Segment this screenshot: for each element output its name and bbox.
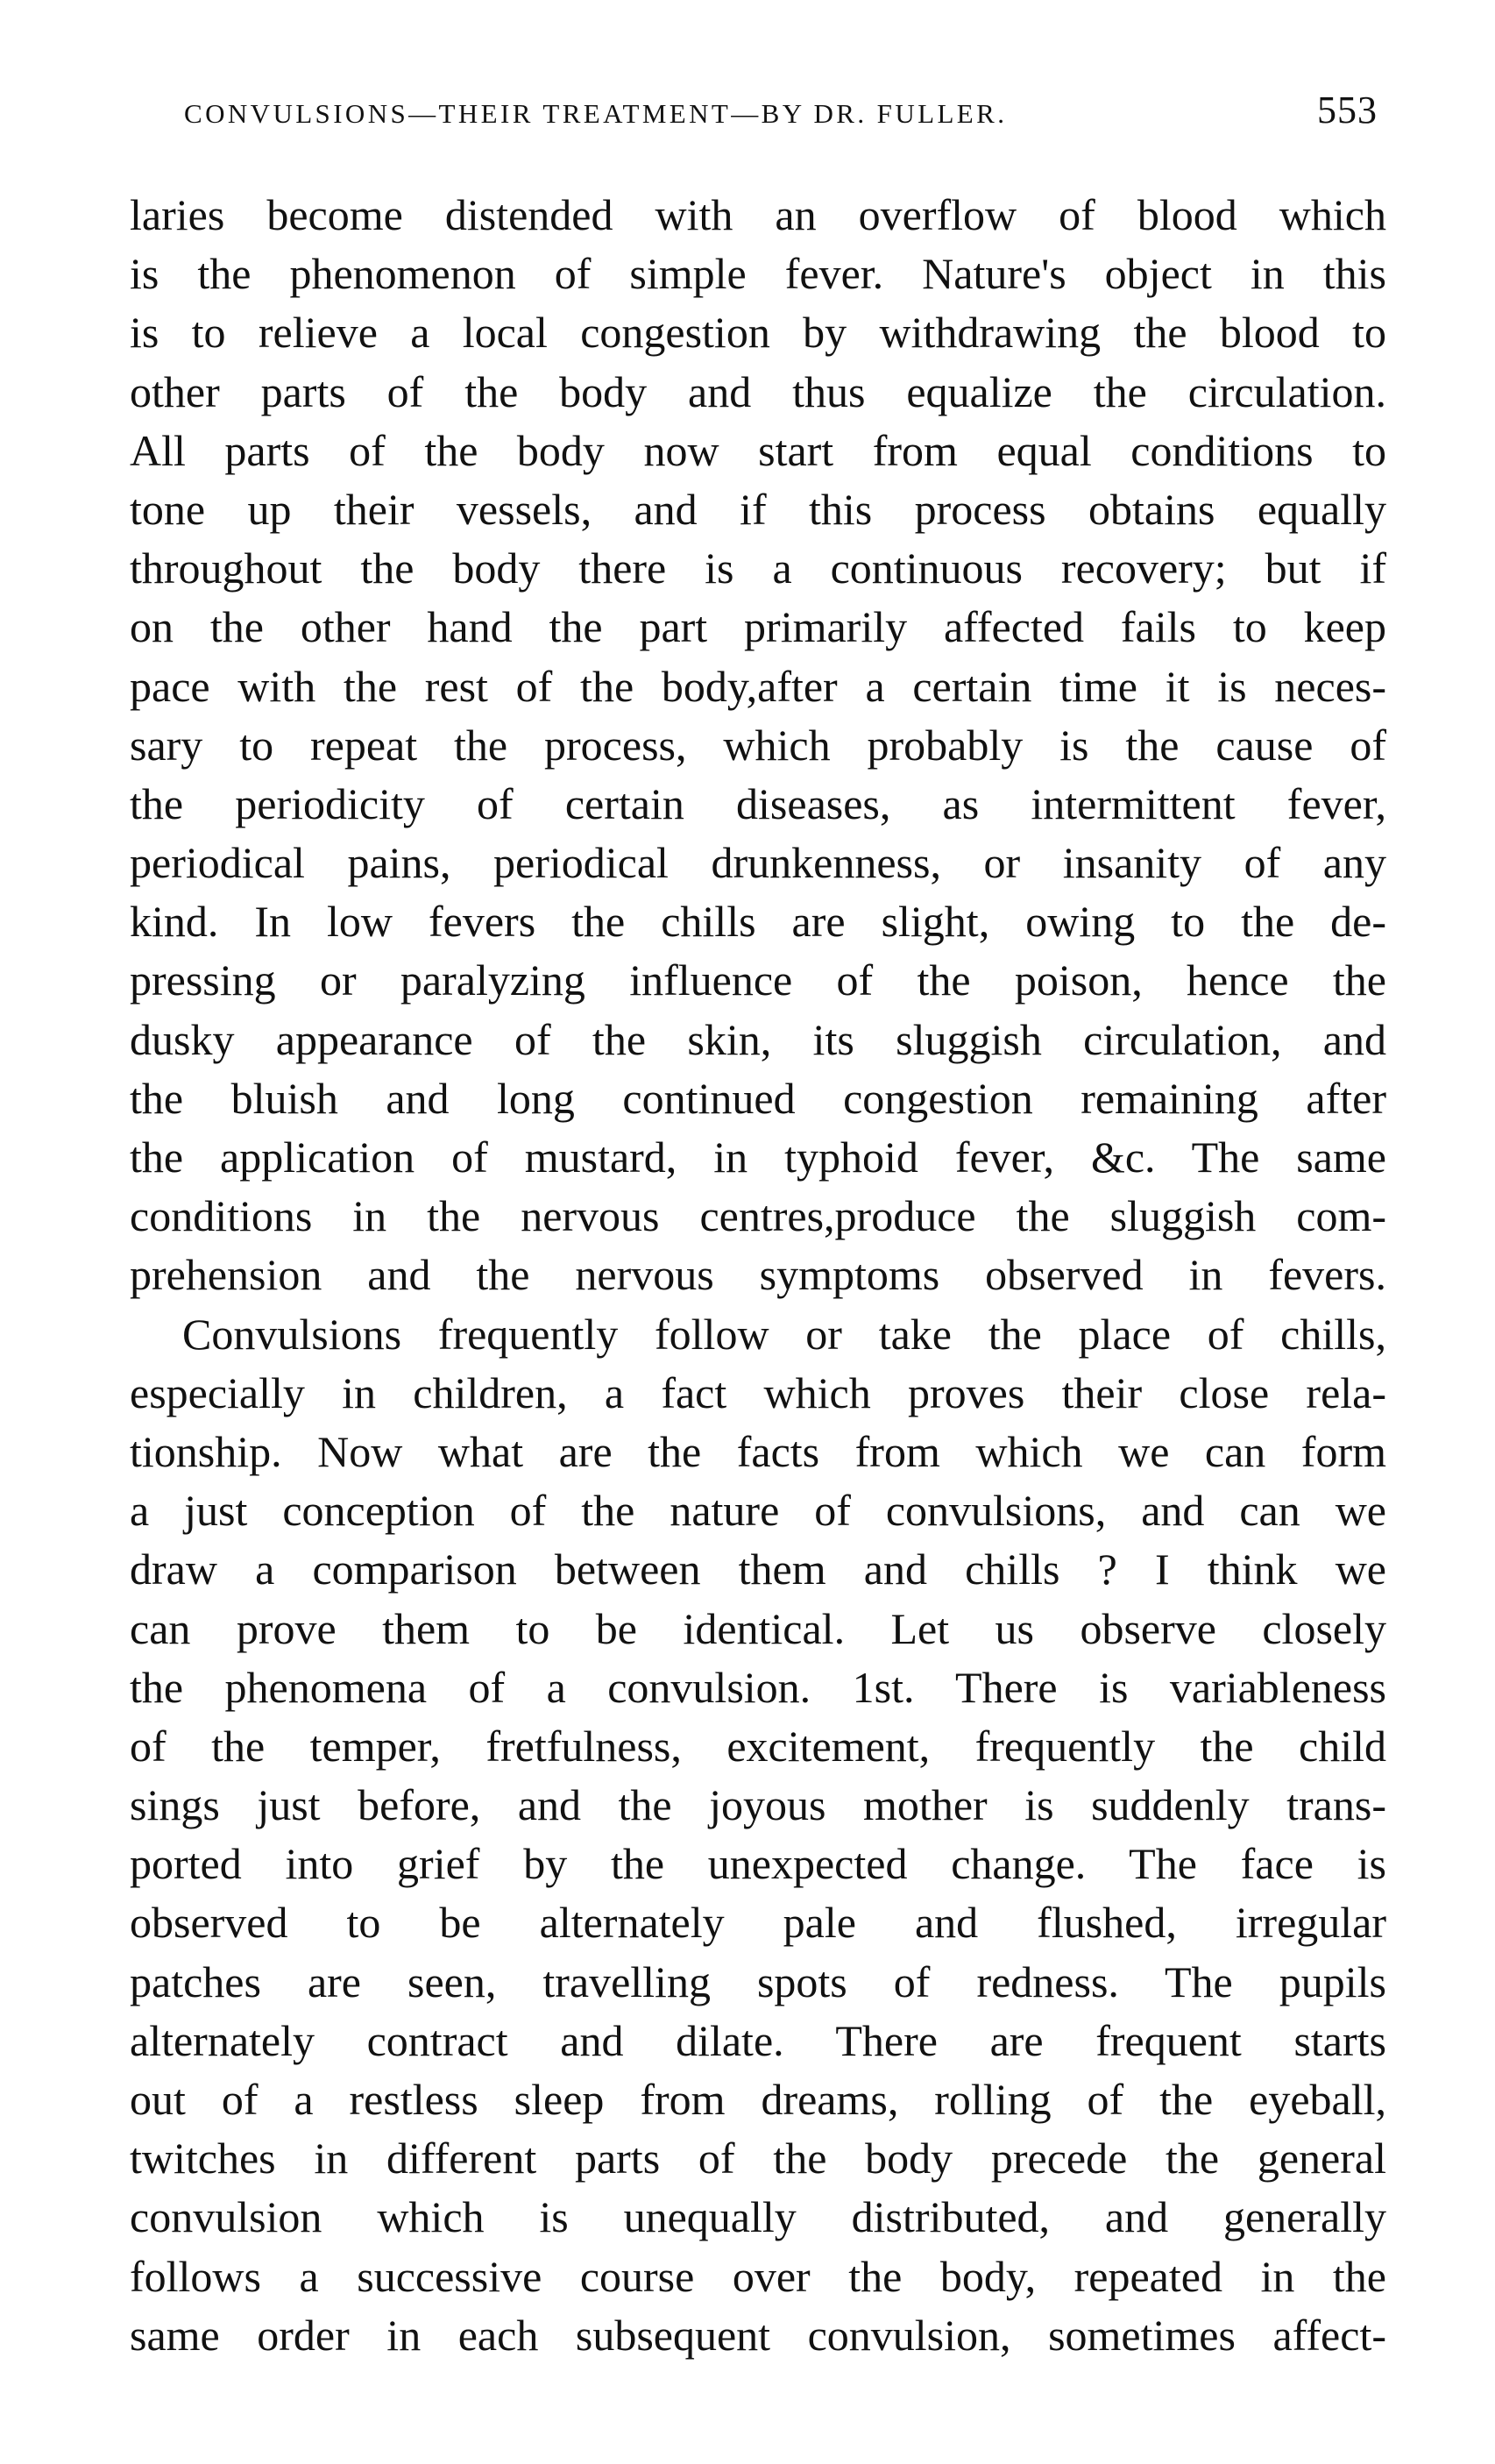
text-line: other parts of the body and thus equalize the circulation. [130,366,1386,416]
text-line: the bluish and long continued congestion remaining after [130,1073,1386,1123]
running-head [130,88,1386,149]
running-title: CONVULSIONS—THEIR TREATMENT—BY DR. FULLER. [184,98,1008,129]
text-line: kind. In low fevers the chills are slight, owing to the de- [130,897,1386,947]
text-line: prehension and the nervous symptoms observed in fevers. [130,1250,1386,1300]
text-line: is to relieve a local congestion by withdrawing the blood to [130,308,1386,358]
page-number: 553 [1317,89,1378,131]
text-line: throughout the body there is a continuous recovery; but if [130,543,1386,593]
text-line: ported into grief by the unexpected change. The face is [130,1839,1386,1889]
body-text [130,186,1386,2365]
text-line: tone up their vessels, and if this process obtains equally [130,484,1386,534]
text-line: the application of mustard, in typhoid fever, &c. The same [130,1133,1386,1182]
text-line: conditions in the nervous centres,produce the sluggish com- [130,1191,1386,1241]
text-line: the periodicity of certain diseases, as intermittent fever, [130,778,1386,828]
text-line: All parts of the body now start from equal conditions to [130,425,1386,475]
text-line: is the phenomenon of simple fever. Nature's object in this [130,249,1386,299]
text-line: follows a successive course over the body, repeated in the [130,2251,1386,2301]
text-line: observed to be alternately pale and flushed, irregular [130,1898,1386,1948]
text-line: convulsion which is unequally distributed, and generally [130,2192,1386,2242]
text-line: pace with the rest of the body,after a certain time it is neces- [130,661,1386,711]
text-line: of the temper, fretfulness, excitement, frequently the child [130,1721,1386,1771]
text-line: draw a comparison between them and chills ? I think we [130,1544,1386,1594]
text-line: alternately contract and dilate. There are frequent starts [130,2015,1386,2065]
text-line: laries become distended with an overflow of blood which [130,190,1386,239]
text-line: twitches in different parts of the body precede the general [130,2134,1386,2184]
book-page [130,88,1386,2437]
paragraph-start-line: Convulsions frequently follow or take the place of chills, [182,1309,1386,1359]
text-line: sings just before, and the joyous mother is suddenly trans- [130,1780,1386,1830]
text-line: dusky appearance of the skin, its sluggish circulation, and [130,1014,1386,1064]
text-line: pressing or paralyzing influence of the poison, hence the [130,955,1386,1005]
text-line: sary to repeat the process, which probably is the cause of [130,720,1386,770]
text-line: patches are seen, travelling spots of redness. The pupils [130,1956,1386,2006]
text-line: periodical pains, periodical drunkenness, or insanity of any [130,838,1386,888]
text-line: out of a restless sleep from dreams, rolling of the eyeball, [130,2075,1386,2124]
text-line: same order in each subsequent convulsion, sometimes affect- [130,2310,1386,2360]
text-line: the phenomena of a convulsion. 1st. There is variableness [130,1662,1386,1712]
text-line: on the other hand the part primarily affected fails to keep [130,602,1386,652]
text-line: especially in children, a fact which proves their close rela- [130,1367,1386,1417]
text-line: tionship. Now what are the facts from which we can form [130,1426,1386,1476]
text-line: a just conception of the nature of convulsions, and can we [130,1486,1386,1536]
text-line: can prove them to be identical. Let us observe closely [130,1603,1386,1653]
